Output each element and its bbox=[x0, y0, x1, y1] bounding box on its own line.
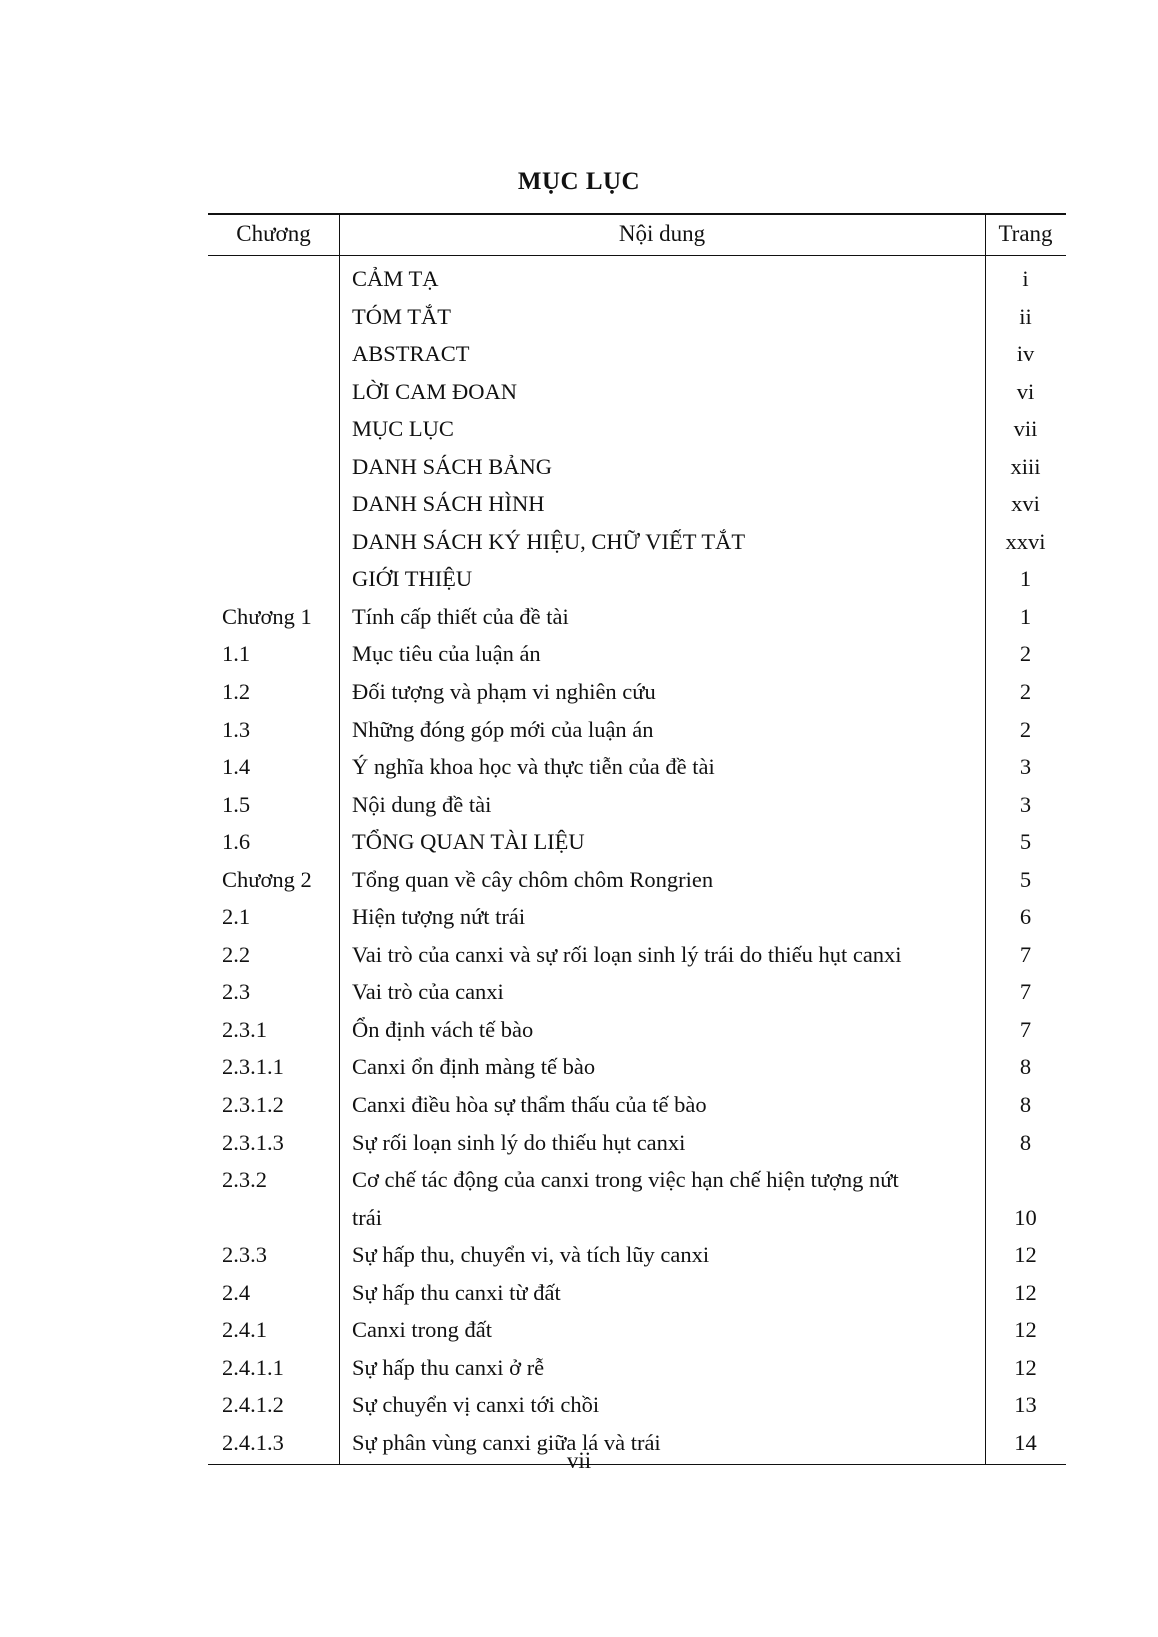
toc-row bbox=[208, 1124, 1066, 1162]
toc-chapter-number: 2.3.1.1 bbox=[222, 1054, 284, 1080]
toc-entry-title: Canxi trong đất bbox=[352, 1317, 492, 1343]
toc-chapter-number: 1.5 bbox=[222, 791, 251, 817]
toc-page-number: 12 bbox=[1014, 1354, 1037, 1380]
toc-page-number: 2 bbox=[1019, 679, 1032, 705]
toc-row bbox=[208, 560, 1066, 598]
toc-row bbox=[208, 1236, 1066, 1274]
toc-page-number: 8 bbox=[1019, 1129, 1032, 1155]
toc-row bbox=[208, 1274, 1066, 1312]
toc-chapter-number: 2.3.1.2 bbox=[222, 1092, 284, 1118]
toc-entry-title: Sự hấp thu, chuyển vi, và tích lũy canxi bbox=[352, 1242, 710, 1268]
toc-entry-title: DANH SÁCH KÝ HIỆU, CHỮ VIẾT TẮT bbox=[352, 528, 746, 554]
toc-page-number: 2 bbox=[1019, 716, 1032, 742]
toc-chapter-number: 2.3.2 bbox=[222, 1167, 267, 1193]
toc-row bbox=[208, 1311, 1066, 1349]
toc-row bbox=[208, 673, 1066, 711]
toc-page-number: xvi bbox=[1011, 491, 1040, 517]
toc-row bbox=[208, 823, 1066, 861]
toc-entry-title: Sự chuyển vị canxi tới chồi bbox=[352, 1392, 600, 1418]
toc-entry-title: Hiện tượng nứt trái bbox=[352, 904, 526, 930]
toc-chapter-number: 2.4.1.2 bbox=[222, 1392, 284, 1418]
toc-entry-title: LỜI CAM ĐOAN bbox=[352, 378, 517, 404]
toc-row bbox=[208, 598, 1066, 636]
toc-chapter-number: Chương 2 bbox=[222, 866, 312, 892]
toc-row bbox=[208, 1011, 1066, 1049]
header-chapter: Chương bbox=[236, 221, 311, 246]
toc-row bbox=[208, 335, 1066, 373]
page-number: vii bbox=[566, 1448, 592, 1473]
toc-entry-title: Những đóng góp mới của luận án bbox=[352, 716, 654, 742]
toc-entry-title: Sự hấp thu canxi từ đất bbox=[352, 1279, 561, 1305]
toc-entry-title: ABSTRACT bbox=[352, 341, 470, 367]
toc-entry-title-line: Cơ chế tác động của canxi trong việc hạn chế hiện tượng nứt bbox=[352, 1167, 899, 1193]
toc-page-number: i bbox=[1022, 266, 1029, 291]
toc-page-number: 13 bbox=[1014, 1392, 1037, 1418]
toc-row bbox=[208, 485, 1066, 523]
toc-chapter-number: 2.1 bbox=[222, 904, 251, 930]
toc-page-number: 8 bbox=[1019, 1092, 1032, 1118]
toc-page-number: vi bbox=[1016, 378, 1035, 404]
toc-row bbox=[208, 748, 1066, 786]
toc-chapter-number: 1.6 bbox=[222, 829, 251, 855]
toc-page-number: 10 bbox=[1014, 1204, 1037, 1230]
toc-entry-title: Vai trò của canxi và sự rối loạn sinh lý trái do thiếu hụt canxi bbox=[352, 941, 902, 967]
toc-entry-title: Vai trò của canxi bbox=[352, 979, 504, 1005]
toc-page-number: 6 bbox=[1019, 904, 1032, 930]
toc-entry-title: Tính cấp thiết của đề tài bbox=[352, 603, 569, 629]
toc-page-number: 5 bbox=[1019, 866, 1032, 892]
toc-page-number: iv bbox=[1016, 341, 1035, 367]
toc-row bbox=[208, 936, 1066, 974]
toc-chapter-number: 1.3 bbox=[222, 716, 251, 742]
header-content: Nội dung bbox=[618, 221, 706, 246]
toc-row bbox=[208, 861, 1066, 899]
toc-row bbox=[208, 635, 1066, 673]
toc-chapter-number: 2.4.1.1 bbox=[222, 1354, 284, 1380]
toc-page-number: 14 bbox=[1014, 1429, 1037, 1455]
toc-chapter-number: 1.2 bbox=[222, 679, 251, 705]
toc-entry-title: Canxi điều hòa sự thẩm thấu của tế bào bbox=[352, 1092, 707, 1118]
toc-entry-title: TÓM TẮT bbox=[352, 303, 451, 329]
toc-entry-title: Đối tượng và phạm vi nghiên cứu bbox=[352, 679, 656, 705]
toc-chapter-number: 1.1 bbox=[222, 641, 251, 667]
toc-row bbox=[208, 260, 1066, 298]
toc-chapter-number: 2.4.1.3 bbox=[222, 1429, 284, 1455]
toc-entry-title: Tổng quan về cây chôm chôm Rongrien bbox=[352, 866, 714, 892]
toc-page-number: 1 bbox=[1019, 603, 1032, 629]
toc-row bbox=[208, 1161, 1066, 1236]
toc-page-number: 8 bbox=[1019, 1054, 1032, 1080]
toc-page-number: 7 bbox=[1019, 1016, 1032, 1042]
toc-entry-title: Sự hấp thu canxi ở rễ bbox=[352, 1354, 545, 1380]
toc-chapter-number: 2.3.1 bbox=[222, 1016, 267, 1042]
header-page: Trang bbox=[998, 221, 1053, 246]
toc-entry-title: Nội dung đề tài bbox=[352, 791, 492, 817]
toc-row bbox=[208, 786, 1066, 824]
toc-entry-title: Ý nghĩa khoa học và thực tiễn của đề tài bbox=[352, 754, 715, 780]
table-header-rule bbox=[208, 255, 1066, 256]
toc-page-number: ii bbox=[1019, 303, 1032, 329]
toc-page-number: 12 bbox=[1014, 1317, 1037, 1343]
toc-chapter-number: 2.4 bbox=[222, 1279, 251, 1305]
toc-rows bbox=[208, 260, 1066, 1462]
toc-page-number: 12 bbox=[1014, 1279, 1037, 1305]
toc-entry-title: DANH SÁCH HÌNH bbox=[352, 491, 545, 517]
toc-entry-title: Ổn định vách tế bào bbox=[352, 1016, 534, 1042]
toc-page-number: 3 bbox=[1019, 754, 1032, 780]
toc-entry-title: CẢM TẠ bbox=[352, 266, 439, 291]
toc-row bbox=[208, 973, 1066, 1011]
toc-page-number: 12 bbox=[1014, 1242, 1037, 1268]
toc-row bbox=[208, 448, 1066, 486]
toc-row bbox=[208, 298, 1066, 336]
toc-chapter-number: 1.4 bbox=[222, 754, 251, 780]
toc-page-number: 7 bbox=[1019, 979, 1032, 1005]
page-title: MỤC LỤC bbox=[517, 168, 641, 195]
toc-entry-title bbox=[352, 1161, 977, 1236]
toc-page-number: 3 bbox=[1019, 791, 1032, 817]
toc-row bbox=[208, 1048, 1066, 1086]
toc-page-number: 1 bbox=[1019, 566, 1032, 592]
toc-row bbox=[208, 1349, 1066, 1387]
toc-row bbox=[208, 373, 1066, 411]
toc-chapter-number: 2.3 bbox=[222, 979, 251, 1005]
toc-entry-title: Canxi ổn định màng tế bào bbox=[352, 1054, 596, 1080]
toc-row bbox=[208, 898, 1066, 936]
toc-entry-title: GIỚI THIỆU bbox=[352, 566, 473, 592]
toc-entry-title: Sự rối loạn sinh lý do thiếu hụt canxi bbox=[352, 1129, 686, 1155]
toc-entry-title: MỤC LỤC bbox=[352, 416, 454, 442]
toc-entry-title: Mục tiêu của luận án bbox=[352, 641, 541, 667]
toc-page-number: vii bbox=[1013, 416, 1038, 442]
toc-row bbox=[208, 1086, 1066, 1124]
toc-chapter-number: 2.3.3 bbox=[222, 1242, 267, 1268]
toc-chapter-number: 2.4.1 bbox=[222, 1317, 267, 1343]
toc-chapter-number: Chương 1 bbox=[222, 603, 312, 629]
toc-chapter-number: 2.2 bbox=[222, 941, 251, 967]
toc-entry-title: Sự phân vùng canxi giữa lá và trái bbox=[352, 1429, 661, 1455]
toc-entry-title-continuation: trái bbox=[352, 1204, 382, 1230]
toc-page-number: 5 bbox=[1019, 829, 1032, 855]
toc-row bbox=[208, 523, 1066, 561]
toc-row bbox=[208, 711, 1066, 749]
toc-page-number: 7 bbox=[1019, 941, 1032, 967]
toc-chapter-number: 2.3.1.3 bbox=[222, 1129, 284, 1155]
toc-row bbox=[208, 410, 1066, 448]
toc-page-number: xiii bbox=[1010, 453, 1041, 479]
toc-page-number: 2 bbox=[1019, 641, 1032, 667]
toc-entry-title: DANH SÁCH BẢNG bbox=[352, 453, 553, 479]
toc-row bbox=[208, 1386, 1066, 1424]
table-header bbox=[208, 213, 1066, 255]
toc-page-number: xxvi bbox=[1005, 528, 1046, 554]
toc-entry-title: TỔNG QUAN TÀI LIỆU bbox=[352, 829, 585, 855]
